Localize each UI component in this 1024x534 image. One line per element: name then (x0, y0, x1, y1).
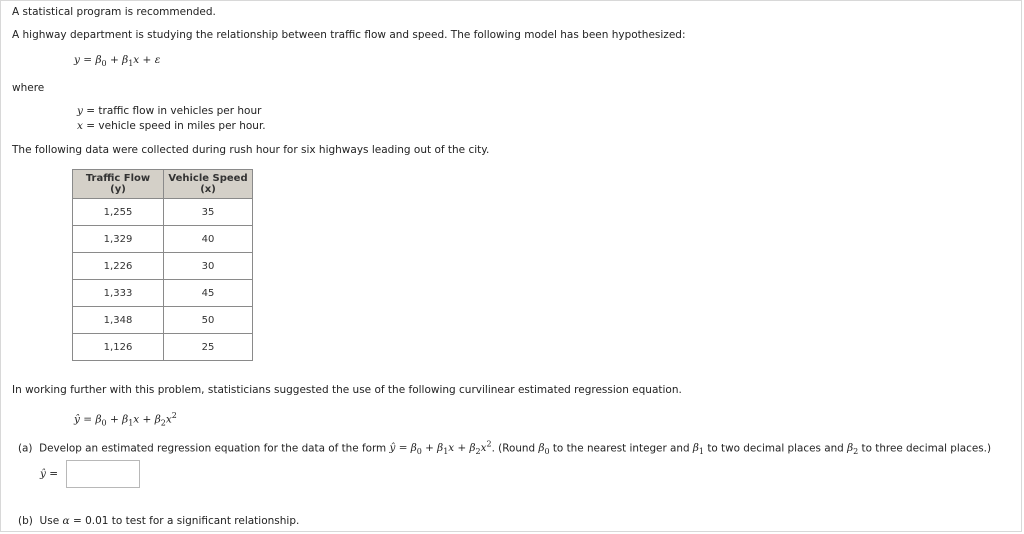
cell-speed: 25 (164, 334, 253, 361)
table-row (73, 199, 253, 226)
data-intro: The following data were collected during rush hour for six highways leading out of the city. (12, 144, 490, 156)
cell-flow: 1,329 (73, 226, 164, 253)
part-b-label: (b) (18, 515, 33, 527)
cell-speed: 45 (164, 280, 253, 307)
cell-flow: 1,333 (73, 280, 164, 307)
where-label: where (12, 82, 45, 94)
header-vehicle-speed: Vehicle Speed (x) (164, 170, 253, 199)
part-a-label: (a) (18, 442, 33, 455)
cell-flow: 1,126 (73, 334, 164, 361)
model-equation: $y = \beta_0 + \beta_1x + \varepsilon$ (74, 54, 161, 69)
problem-statement: A highway department is studying the relationship between traffic flow and speed. The following model has been hypothesized: (12, 29, 686, 41)
table-row (73, 253, 253, 280)
data-table (72, 169, 253, 361)
curvilinear-equation: ŷ = $\beta_0 + \beta_1x + \beta_2x^2$ (74, 411, 177, 428)
answer-label: ŷ = (40, 468, 59, 480)
cell-flow: 1,348 (73, 307, 164, 334)
cell-speed: 30 (164, 253, 253, 280)
cell-flow: 1,255 (73, 199, 164, 226)
regression-equation-input[interactable] (66, 460, 140, 488)
cell-speed: 40 (164, 226, 253, 253)
cell-speed: 50 (164, 307, 253, 334)
table-row (73, 334, 253, 361)
part-b-question: (b) Use α = 0.01 to test for a significant relationship. (18, 515, 300, 527)
cell-speed: 35 (164, 199, 253, 226)
part-a-question: (a) Develop an estimated regression equation for the data of the form ŷ = $\beta_0 + \beta_1x + \beta_2x^2$. (Round $\beta_0$ to the nearest integer and $\beta_1$ to two decimal places and $\beta_2$ to three decimal places.) (18, 440, 992, 457)
further-text: In working further with this problem, statisticians suggested the use of the following curvilinear estimated regression equation. (12, 384, 682, 396)
recommendation-text: A statistical program is recommended. (12, 6, 216, 18)
definition-y: y = traffic flow in vehicles per hour (77, 105, 262, 117)
definition-x: x = vehicle speed in miles per hour. (77, 120, 266, 132)
table-row (73, 226, 253, 253)
header-traffic-flow: Traffic Flow (y) (73, 170, 164, 199)
table-row (73, 307, 253, 334)
cell-flow: 1,226 (73, 253, 164, 280)
table-row (73, 280, 253, 307)
